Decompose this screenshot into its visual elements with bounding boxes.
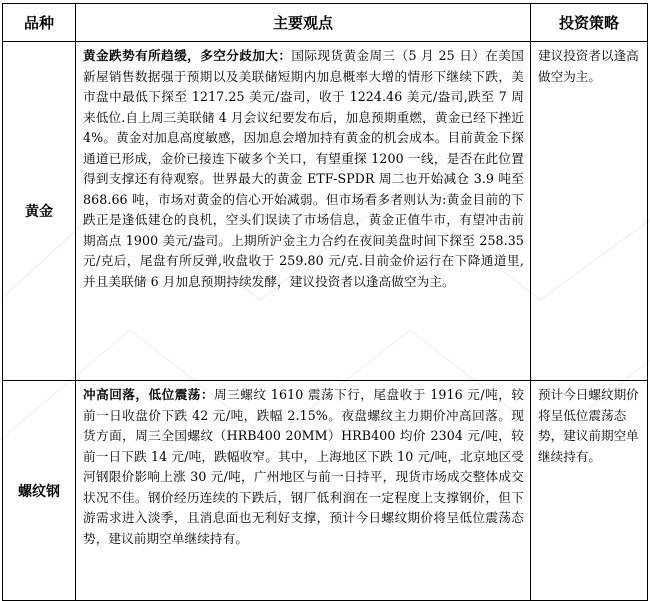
table-header-row bbox=[3, 4, 648, 42]
market-views-table bbox=[2, 3, 648, 601]
view-lead-rebar: 冲高回落，低位震荡： bbox=[83, 387, 215, 402]
view-body-rebar: 周三螺纹 1610 震荡下行，尾盘收于 1916 元/吨，较前一日收盘价下跌 42 元/吨，跌幅 2.15%。夜盘螺纹主力期价冲高回落。现货方面，周三全国螺纹（HRB400 20MM）HRB400 均价 2304 元/吨，较前一日下跌 14 元/吨，跌幅收窄。其中，上海地区下跌 10 元/吨，北京地区受河钢限价影响上涨 30 元/吨，广州地区与前一日持平，现货市场成交整体成交状况不佳。钢价经历连续的下跌后，钢厂低利润在一定程度上支撑钢价，但下游需求进入淡季，且消息面也无利好支撑，预计今日螺纹期价将呈低位震荡态势，建议前期空单继续持有。 bbox=[83, 387, 525, 546]
main-view-cell-gold bbox=[76, 42, 531, 381]
main-view-cell-rebar bbox=[76, 381, 531, 601]
view-lead-gold: 黄金跌势有所趋缓，多空分歧加大： bbox=[83, 48, 292, 63]
variety-cell-gold: 黄金 bbox=[3, 42, 76, 381]
header-main-views: 主要观点 bbox=[76, 4, 531, 42]
strategy-cell-rebar: 预计今日螺纹期价将呈低位震荡态势，建议前期空单继续持有。 bbox=[531, 381, 648, 601]
header-strategy: 投资策略 bbox=[531, 4, 648, 42]
table-row-gold bbox=[3, 42, 648, 381]
header-variety: 品种 bbox=[3, 4, 76, 42]
view-body-gold: 国际现货黄金周三（5 月 25 日）在美国新屋销售数据强于预期以及美联储短期内加息概率大增的情形下继续下跌，美市盘中最低下探至 1217.25 美元/盎司，收于 1224.46 美元/盎司,跌至 7 周来低位.自上周三美联储 4 月会议纪要发布后，加息预期重燃，黄金已经下挫近 4%。黄金对加息高度敏感，因加息会增加持有黄金的机会成本。目前黄金下探通道已形成，金价已接连下破多个关口，有望重探 1200 一线，是否在此位置得到支撑还有待观察。世界最大的黄金 ETF-SPDR 周二也开始减仓 3.9 吨至 868.66 吨，市场对黄金的信心开始减弱。但市场看多者则认为:黄金目前的下跌正是逢低建仓的良机，空头们误读了市场信息，黄金正值牛市，有望冲击前期高点 1900 美元/盎司。上期所沪金主力合约在夜间美盘时间下探至 258.35 元/克后，尾盘有所反弹,收盘收于 259.80 元/克.目前金价运行在下降通道里,并且美联储 6 月加息预期持续发酵，建议投资者以逢高做空为主。 bbox=[83, 48, 524, 289]
strategy-cell-gold: 建议投资者以逢高做空为主。 bbox=[531, 42, 648, 381]
table-row-rebar bbox=[3, 381, 648, 601]
variety-cell-rebar: 螺纹钢 bbox=[3, 381, 76, 601]
